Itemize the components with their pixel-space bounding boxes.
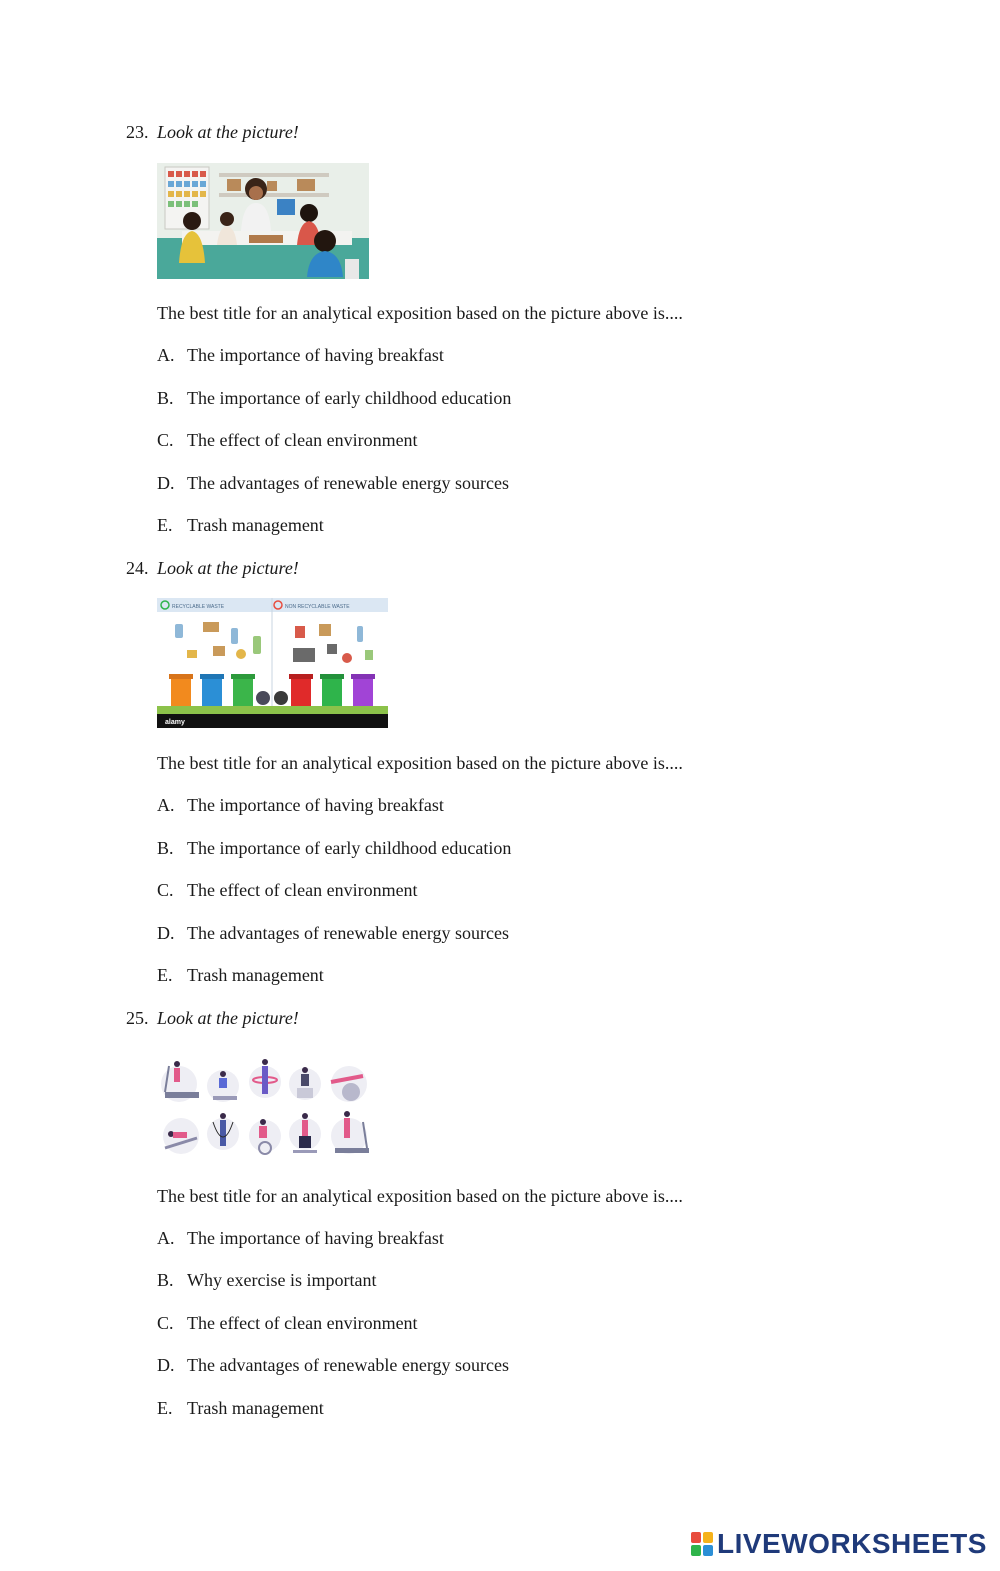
logo-block-yellow (703, 1532, 713, 1543)
exercise-figures-picture (157, 1052, 373, 1160)
option-c[interactable] (157, 879, 418, 901)
option-letter: A. (157, 1228, 175, 1248)
question-stem: The best title for an analytical exposition based on the picture above is.... (157, 753, 683, 773)
option-d[interactable] (157, 472, 509, 494)
option-letter: A. (157, 345, 175, 365)
question-stem: The best title for an analytical exposition based on the picture above is.... (157, 1186, 683, 1206)
question-number: 25. (126, 1008, 149, 1028)
option-d[interactable] (157, 922, 509, 944)
option-text: Why exercise is important (187, 1270, 377, 1290)
option-letter: B. (157, 838, 174, 858)
question-header (126, 121, 299, 143)
logo-block-red (691, 1532, 701, 1543)
question-prompt: Look at the picture! (157, 1008, 299, 1028)
option-text: Trash management (187, 965, 324, 985)
exercise-figures-icon (157, 1052, 373, 1160)
option-text: Trash management (187, 515, 324, 535)
option-letter: E. (157, 965, 173, 985)
recycling-bins-picture (157, 598, 388, 728)
option-text: The advantages of renewable energy sources (187, 473, 510, 493)
logo-block-green (691, 1545, 701, 1556)
non-recyclable-label: NON RECYCLABLE WASTE (285, 604, 350, 610)
option-letter: D. (157, 1355, 175, 1375)
option-letter: B. (157, 388, 174, 408)
option-text: The importance of having breakfast (187, 795, 444, 815)
recycling-bins-icon (157, 598, 388, 728)
option-text: The effect of clean environment (187, 880, 418, 900)
option-text: The effect of clean environment (187, 430, 418, 450)
option-e[interactable] (157, 1397, 324, 1419)
question-header (126, 1007, 299, 1029)
option-letter: C. (157, 430, 174, 450)
question-prompt: Look at the picture! (157, 122, 299, 142)
option-text: The advantages of renewable energy sources (187, 1355, 510, 1375)
question-number: 23. (126, 122, 149, 142)
option-a[interactable] (157, 1227, 444, 1249)
liveworksheets-logo (691, 1528, 987, 1560)
teacher-with-children-icon (157, 163, 369, 279)
option-letter: C. (157, 880, 174, 900)
option-text: Trash management (187, 1398, 324, 1418)
option-e[interactable] (157, 514, 324, 536)
option-e[interactable] (157, 964, 324, 986)
question-prompt: Look at the picture! (157, 558, 299, 578)
option-text: The importance of having breakfast (187, 1228, 444, 1248)
teacher-with-children-picture (157, 163, 369, 279)
option-text: The advantages of renewable energy sources (187, 923, 510, 943)
logo-block-blue (703, 1545, 713, 1556)
option-letter: E. (157, 515, 173, 535)
option-b[interactable] (157, 1269, 376, 1291)
option-text: The effect of clean environment (187, 1313, 418, 1333)
option-text: The importance of early childhood education (187, 838, 512, 858)
question-number: 24. (126, 558, 149, 578)
option-letter: B. (157, 1270, 174, 1290)
option-text: The importance of having breakfast (187, 345, 444, 365)
option-letter: A. (157, 795, 175, 815)
option-letter: D. (157, 923, 175, 943)
logo-text: LIVEWORKSHEETS (717, 1528, 987, 1559)
question-header (126, 557, 299, 579)
option-letter: E. (157, 1398, 173, 1418)
option-c[interactable] (157, 429, 418, 451)
option-a[interactable] (157, 794, 444, 816)
option-letter: D. (157, 473, 175, 493)
alamy-watermark: alamy (165, 719, 185, 726)
question-stem: The best title for an analytical exposition based on the picture above is.... (157, 303, 683, 323)
liveworksheets-logo-icon (691, 1532, 713, 1556)
option-c[interactable] (157, 1312, 418, 1334)
option-letter: C. (157, 1313, 174, 1333)
option-text: The importance of early childhood education (187, 388, 512, 408)
option-d[interactable] (157, 1354, 509, 1376)
option-b[interactable] (157, 837, 511, 859)
option-b[interactable] (157, 387, 511, 409)
recyclable-label: RECYCLABLE WASTE (172, 604, 225, 610)
option-a[interactable] (157, 344, 444, 366)
